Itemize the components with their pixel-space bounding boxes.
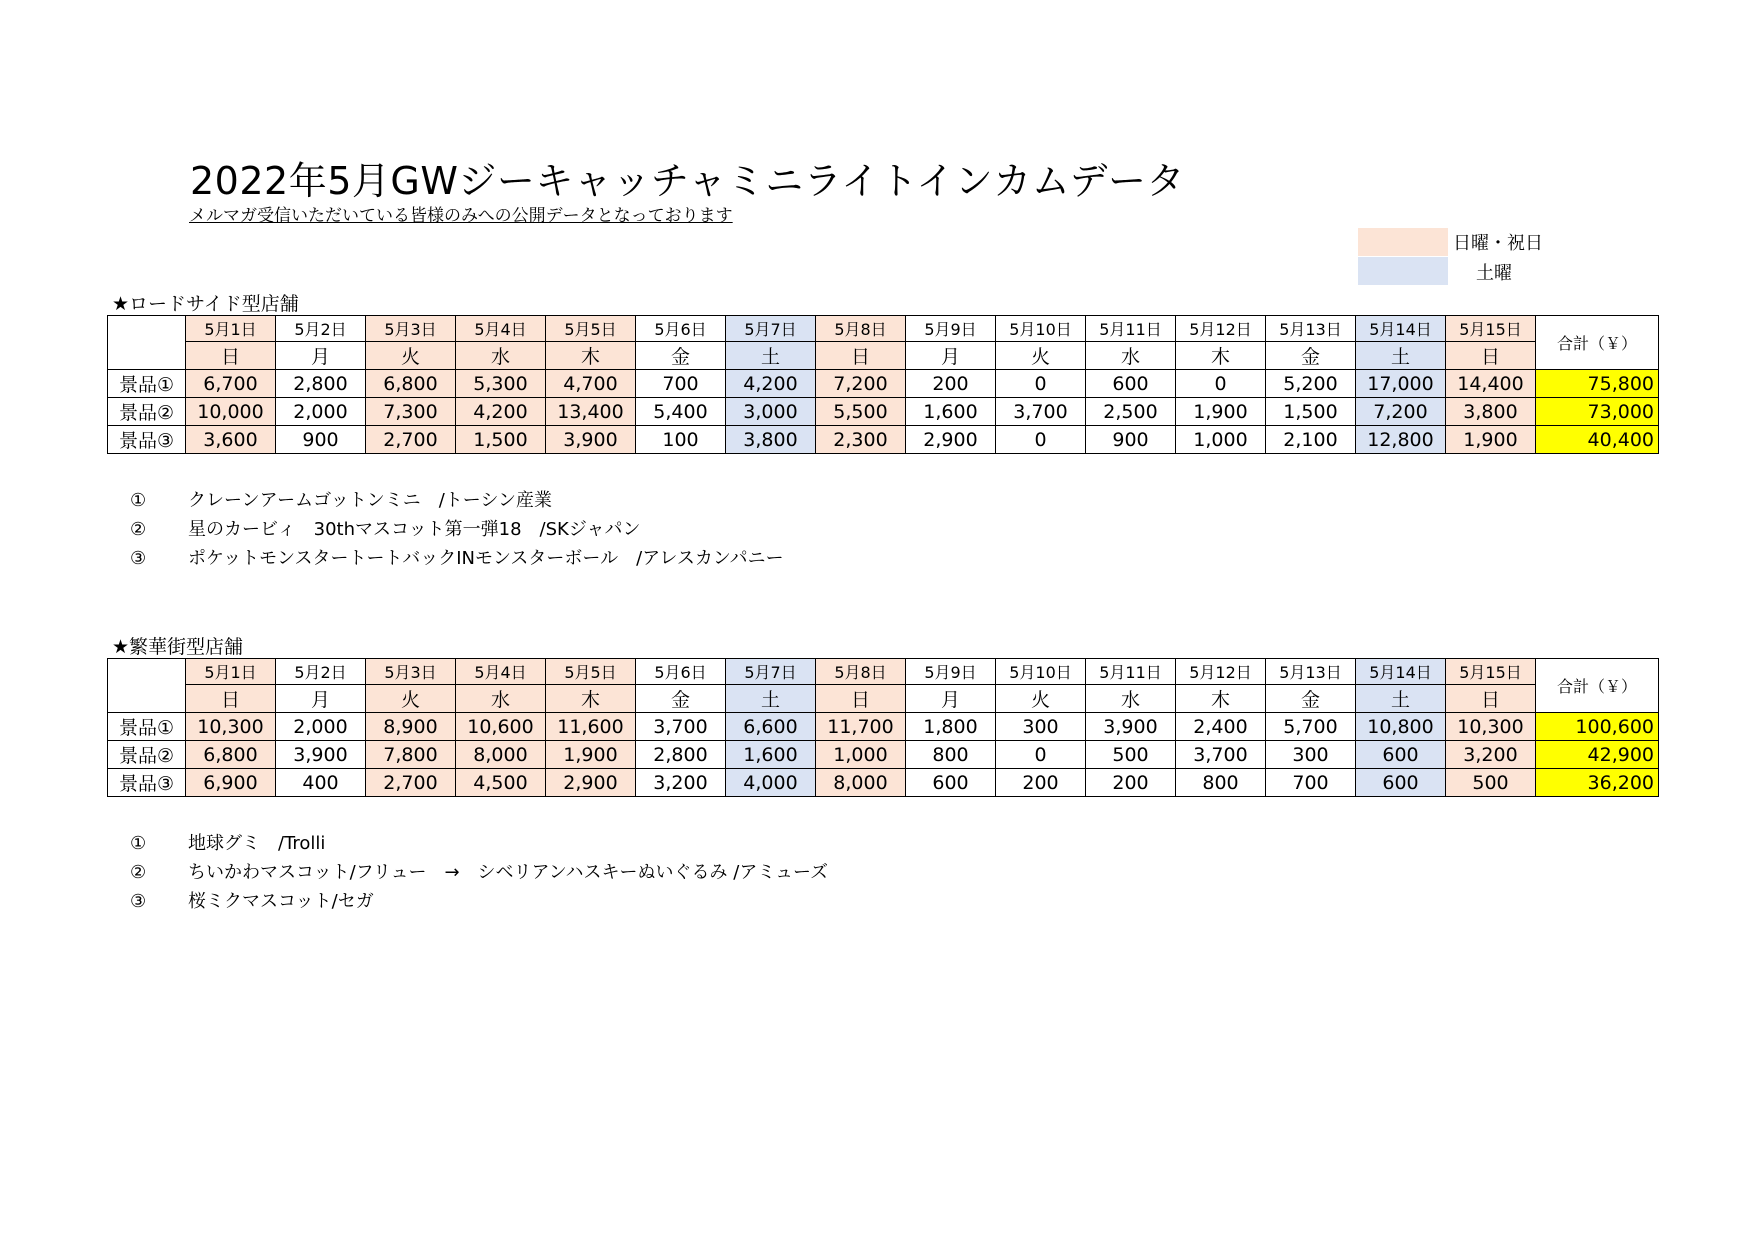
date-header-cell: 5月2日 bbox=[276, 316, 366, 342]
weekday-header-cell: 日 bbox=[186, 685, 276, 713]
row-label: 景品① bbox=[108, 713, 186, 741]
value-cell: 900 bbox=[1086, 426, 1176, 454]
value-cell: 1,000 bbox=[1176, 426, 1266, 454]
prize-note bbox=[130, 829, 828, 858]
value-cell: 6,800 bbox=[366, 370, 456, 398]
date-header-cell: 5月3日 bbox=[366, 659, 456, 685]
value-cell: 6,600 bbox=[726, 713, 816, 741]
date-header-cell: 5月11日 bbox=[1086, 316, 1176, 342]
corner-cell bbox=[108, 685, 186, 713]
date-header-cell: 5月15日 bbox=[1446, 316, 1536, 342]
table-row bbox=[108, 741, 1659, 769]
corner-cell bbox=[108, 316, 186, 342]
prize-note-number: ③ bbox=[130, 891, 147, 912]
value-cell: 5,700 bbox=[1266, 713, 1356, 741]
table-body bbox=[108, 316, 1659, 454]
weekday-header-cell: 水 bbox=[1086, 685, 1176, 713]
date-header-cell: 5月10日 bbox=[996, 316, 1086, 342]
row-label: 景品① bbox=[108, 370, 186, 398]
value-cell: 0 bbox=[996, 741, 1086, 769]
legend-swatch-sunday-holiday bbox=[1358, 228, 1448, 256]
value-cell: 3,800 bbox=[1446, 398, 1536, 426]
value-cell: 400 bbox=[276, 769, 366, 797]
weekday-header-cell: 土 bbox=[1356, 685, 1446, 713]
value-cell: 1,800 bbox=[906, 713, 996, 741]
data-table-roadside bbox=[107, 315, 1659, 454]
date-header-row bbox=[108, 659, 1659, 685]
value-cell: 2,400 bbox=[1176, 713, 1266, 741]
notes-downtown bbox=[130, 829, 828, 916]
prize-note-text: 桜ミクマスコット/セガ bbox=[188, 891, 374, 912]
date-header-cell: 5月14日 bbox=[1356, 659, 1446, 685]
value-cell: 2,300 bbox=[816, 426, 906, 454]
page-subtitle: メルマガ受信いただいている皆様のみへの公開データとなっております bbox=[189, 206, 733, 226]
weekday-header-cell: 日 bbox=[1446, 342, 1536, 370]
prize-note bbox=[130, 858, 828, 887]
weekday-header-cell: 水 bbox=[1086, 342, 1176, 370]
notes-roadside bbox=[130, 486, 784, 573]
total-cell: 42,900 bbox=[1536, 741, 1659, 769]
value-cell: 2,500 bbox=[1086, 398, 1176, 426]
value-cell: 6,700 bbox=[186, 370, 276, 398]
value-cell: 4,200 bbox=[456, 398, 546, 426]
page-title: 2022年5月GWジーキャッチャミニライトインカムデータ bbox=[190, 159, 1185, 203]
value-cell: 8,900 bbox=[366, 713, 456, 741]
date-header-cell: 5月1日 bbox=[186, 316, 276, 342]
date-header-cell: 5月6日 bbox=[636, 316, 726, 342]
prize-note bbox=[130, 515, 784, 544]
weekday-header-cell: 木 bbox=[1176, 342, 1266, 370]
value-cell: 10,600 bbox=[456, 713, 546, 741]
value-cell: 4,200 bbox=[726, 370, 816, 398]
prize-note bbox=[130, 544, 784, 573]
value-cell: 1,000 bbox=[816, 741, 906, 769]
value-cell: 10,800 bbox=[1356, 713, 1446, 741]
total-cell: 73,000 bbox=[1536, 398, 1659, 426]
value-cell: 4,700 bbox=[546, 370, 636, 398]
date-header-cell: 5月5日 bbox=[546, 659, 636, 685]
value-cell: 2,100 bbox=[1266, 426, 1356, 454]
table-row bbox=[108, 426, 1659, 454]
prize-note-text: クレーンアームゴットンミニ /トーシン産業 bbox=[188, 490, 552, 511]
total-cell: 40,400 bbox=[1536, 426, 1659, 454]
row-label: 景品② bbox=[108, 398, 186, 426]
value-cell: 1,500 bbox=[1266, 398, 1356, 426]
value-cell: 600 bbox=[1356, 741, 1446, 769]
date-header-cell: 5月12日 bbox=[1176, 316, 1266, 342]
weekday-header-cell: 木 bbox=[546, 342, 636, 370]
total-cell: 100,600 bbox=[1536, 713, 1659, 741]
value-cell: 300 bbox=[1266, 741, 1356, 769]
value-cell: 2,900 bbox=[546, 769, 636, 797]
value-cell: 2,000 bbox=[276, 398, 366, 426]
value-cell: 8,000 bbox=[816, 769, 906, 797]
value-cell: 6,900 bbox=[186, 769, 276, 797]
date-header-cell: 5月8日 bbox=[816, 316, 906, 342]
value-cell: 4,000 bbox=[726, 769, 816, 797]
prize-note-number: ② bbox=[130, 519, 147, 540]
date-header-cell: 5月13日 bbox=[1266, 659, 1356, 685]
value-cell: 7,300 bbox=[366, 398, 456, 426]
table-body bbox=[108, 659, 1659, 797]
prize-note-number: ① bbox=[130, 490, 147, 511]
weekday-header-cell: 土 bbox=[726, 685, 816, 713]
weekday-header-cell: 火 bbox=[996, 685, 1086, 713]
value-cell: 7,200 bbox=[816, 370, 906, 398]
value-cell: 14,400 bbox=[1446, 370, 1536, 398]
legend-label-saturday: 土曜 bbox=[1476, 263, 1512, 284]
value-cell: 6,800 bbox=[186, 741, 276, 769]
table-row bbox=[108, 769, 1659, 797]
total-header: 合計（￥） bbox=[1536, 316, 1659, 370]
date-header-cell: 5月4日 bbox=[456, 316, 546, 342]
weekday-header-row bbox=[108, 685, 1659, 713]
value-cell: 10,300 bbox=[1446, 713, 1536, 741]
value-cell: 3,600 bbox=[186, 426, 276, 454]
weekday-header-cell: 木 bbox=[1176, 685, 1266, 713]
weekday-header-cell: 日 bbox=[1446, 685, 1536, 713]
value-cell: 3,200 bbox=[1446, 741, 1536, 769]
table-row bbox=[108, 398, 1659, 426]
weekday-header-cell: 火 bbox=[996, 342, 1086, 370]
value-cell: 17,000 bbox=[1356, 370, 1446, 398]
value-cell: 5,200 bbox=[1266, 370, 1356, 398]
value-cell: 600 bbox=[906, 769, 996, 797]
date-header-cell: 5月7日 bbox=[726, 659, 816, 685]
value-cell: 800 bbox=[1176, 769, 1266, 797]
value-cell: 2,800 bbox=[636, 741, 726, 769]
date-header-cell: 5月7日 bbox=[726, 316, 816, 342]
date-header-row bbox=[108, 316, 1659, 342]
value-cell: 3,200 bbox=[636, 769, 726, 797]
total-header: 合計（￥） bbox=[1536, 659, 1659, 713]
value-cell: 300 bbox=[996, 713, 1086, 741]
value-cell: 3,700 bbox=[1176, 741, 1266, 769]
value-cell: 1,900 bbox=[546, 741, 636, 769]
weekday-header-cell: 金 bbox=[1266, 685, 1356, 713]
weekday-header-cell: 土 bbox=[1356, 342, 1446, 370]
weekday-header-cell: 日 bbox=[816, 342, 906, 370]
weekday-header-cell: 土 bbox=[726, 342, 816, 370]
value-cell: 0 bbox=[996, 370, 1086, 398]
prize-note-text: ポケットモンスタートートバックINモンスターボール /アレスカンパニー bbox=[188, 548, 784, 569]
value-cell: 800 bbox=[906, 741, 996, 769]
date-header-cell: 5月3日 bbox=[366, 316, 456, 342]
value-cell: 1,500 bbox=[456, 426, 546, 454]
weekday-header-cell: 水 bbox=[456, 342, 546, 370]
value-cell: 1,900 bbox=[1446, 426, 1536, 454]
total-cell: 36,200 bbox=[1536, 769, 1659, 797]
table-row bbox=[108, 370, 1659, 398]
value-cell: 5,300 bbox=[456, 370, 546, 398]
prize-note bbox=[130, 486, 784, 515]
weekday-header-cell: 日 bbox=[816, 685, 906, 713]
weekday-header-cell: 金 bbox=[1266, 342, 1356, 370]
prize-note-text: ちいかわマスコット/フリュー → シベリアンハスキーぬいぐるみ /アミューズ bbox=[188, 862, 829, 883]
value-cell: 3,900 bbox=[1086, 713, 1176, 741]
data-table-downtown bbox=[107, 658, 1659, 797]
value-cell: 500 bbox=[1086, 741, 1176, 769]
weekday-header-cell: 火 bbox=[366, 685, 456, 713]
date-header-cell: 5月8日 bbox=[816, 659, 906, 685]
value-cell: 200 bbox=[1086, 769, 1176, 797]
date-header-cell: 5月15日 bbox=[1446, 659, 1536, 685]
date-header-cell: 5月6日 bbox=[636, 659, 726, 685]
value-cell: 900 bbox=[276, 426, 366, 454]
value-cell: 500 bbox=[1446, 769, 1536, 797]
date-header-cell: 5月12日 bbox=[1176, 659, 1266, 685]
value-cell: 200 bbox=[906, 370, 996, 398]
corner-cell bbox=[108, 659, 186, 685]
row-label: 景品③ bbox=[108, 426, 186, 454]
date-header-cell: 5月10日 bbox=[996, 659, 1086, 685]
value-cell: 2,000 bbox=[276, 713, 366, 741]
value-cell: 13,400 bbox=[546, 398, 636, 426]
value-cell: 7,200 bbox=[1356, 398, 1446, 426]
date-header-cell: 5月13日 bbox=[1266, 316, 1356, 342]
weekday-header-cell: 月 bbox=[276, 342, 366, 370]
table-row bbox=[108, 713, 1659, 741]
value-cell: 7,800 bbox=[366, 741, 456, 769]
prize-note-number: ① bbox=[130, 833, 147, 854]
prize-note bbox=[130, 887, 828, 916]
value-cell: 200 bbox=[996, 769, 1086, 797]
value-cell: 8,000 bbox=[456, 741, 546, 769]
value-cell: 4,500 bbox=[456, 769, 546, 797]
weekday-header-cell: 金 bbox=[636, 685, 726, 713]
value-cell: 10,300 bbox=[186, 713, 276, 741]
prize-note-number: ③ bbox=[130, 548, 147, 569]
date-header-cell: 5月14日 bbox=[1356, 316, 1446, 342]
date-header-cell: 5月1日 bbox=[186, 659, 276, 685]
corner-cell bbox=[108, 342, 186, 370]
weekday-header-cell: 火 bbox=[366, 342, 456, 370]
section-title-downtown: ★繁華街型店舗 bbox=[112, 636, 244, 658]
weekday-header-cell: 金 bbox=[636, 342, 726, 370]
value-cell: 700 bbox=[636, 370, 726, 398]
total-cell: 75,800 bbox=[1536, 370, 1659, 398]
weekday-header-cell: 水 bbox=[456, 685, 546, 713]
date-header-cell: 5月9日 bbox=[906, 659, 996, 685]
weekday-header-row bbox=[108, 342, 1659, 370]
legend-label-sunday-holiday: 日曜・祝日 bbox=[1453, 233, 1543, 254]
date-header-cell: 5月9日 bbox=[906, 316, 996, 342]
date-header-cell: 5月2日 bbox=[276, 659, 366, 685]
value-cell: 700 bbox=[1266, 769, 1356, 797]
weekday-header-cell: 木 bbox=[546, 685, 636, 713]
date-header-cell: 5月5日 bbox=[546, 316, 636, 342]
prize-note-number: ② bbox=[130, 862, 147, 883]
value-cell: 12,800 bbox=[1356, 426, 1446, 454]
value-cell: 2,900 bbox=[906, 426, 996, 454]
value-cell: 0 bbox=[996, 426, 1086, 454]
row-label: 景品③ bbox=[108, 769, 186, 797]
weekday-header-cell: 月 bbox=[906, 342, 996, 370]
value-cell: 11,600 bbox=[546, 713, 636, 741]
value-cell: 2,800 bbox=[276, 370, 366, 398]
date-header-cell: 5月11日 bbox=[1086, 659, 1176, 685]
weekday-header-cell: 月 bbox=[276, 685, 366, 713]
prize-note-text: 地球グミ /Trolli bbox=[188, 833, 326, 854]
value-cell: 100 bbox=[636, 426, 726, 454]
value-cell: 5,500 bbox=[816, 398, 906, 426]
value-cell: 2,700 bbox=[366, 426, 456, 454]
value-cell: 10,000 bbox=[186, 398, 276, 426]
value-cell: 3,900 bbox=[546, 426, 636, 454]
value-cell: 2,700 bbox=[366, 769, 456, 797]
value-cell: 3,800 bbox=[726, 426, 816, 454]
weekday-header-cell: 月 bbox=[906, 685, 996, 713]
value-cell: 600 bbox=[1086, 370, 1176, 398]
date-header-cell: 5月4日 bbox=[456, 659, 546, 685]
value-cell: 1,900 bbox=[1176, 398, 1266, 426]
prize-note-text: 星のカービィ 30thマスコット第一弾18 /SKジャパン bbox=[188, 519, 641, 540]
value-cell: 5,400 bbox=[636, 398, 726, 426]
value-cell: 1,600 bbox=[726, 741, 816, 769]
legend-swatch-saturday bbox=[1358, 257, 1448, 285]
section-title-roadside: ★ロードサイド型店舗 bbox=[112, 293, 299, 315]
value-cell: 3,000 bbox=[726, 398, 816, 426]
value-cell: 600 bbox=[1356, 769, 1446, 797]
value-cell: 1,600 bbox=[906, 398, 996, 426]
value-cell: 3,700 bbox=[996, 398, 1086, 426]
value-cell: 11,700 bbox=[816, 713, 906, 741]
value-cell: 0 bbox=[1176, 370, 1266, 398]
weekday-header-cell: 日 bbox=[186, 342, 276, 370]
value-cell: 3,700 bbox=[636, 713, 726, 741]
value-cell: 3,900 bbox=[276, 741, 366, 769]
row-label: 景品② bbox=[108, 741, 186, 769]
